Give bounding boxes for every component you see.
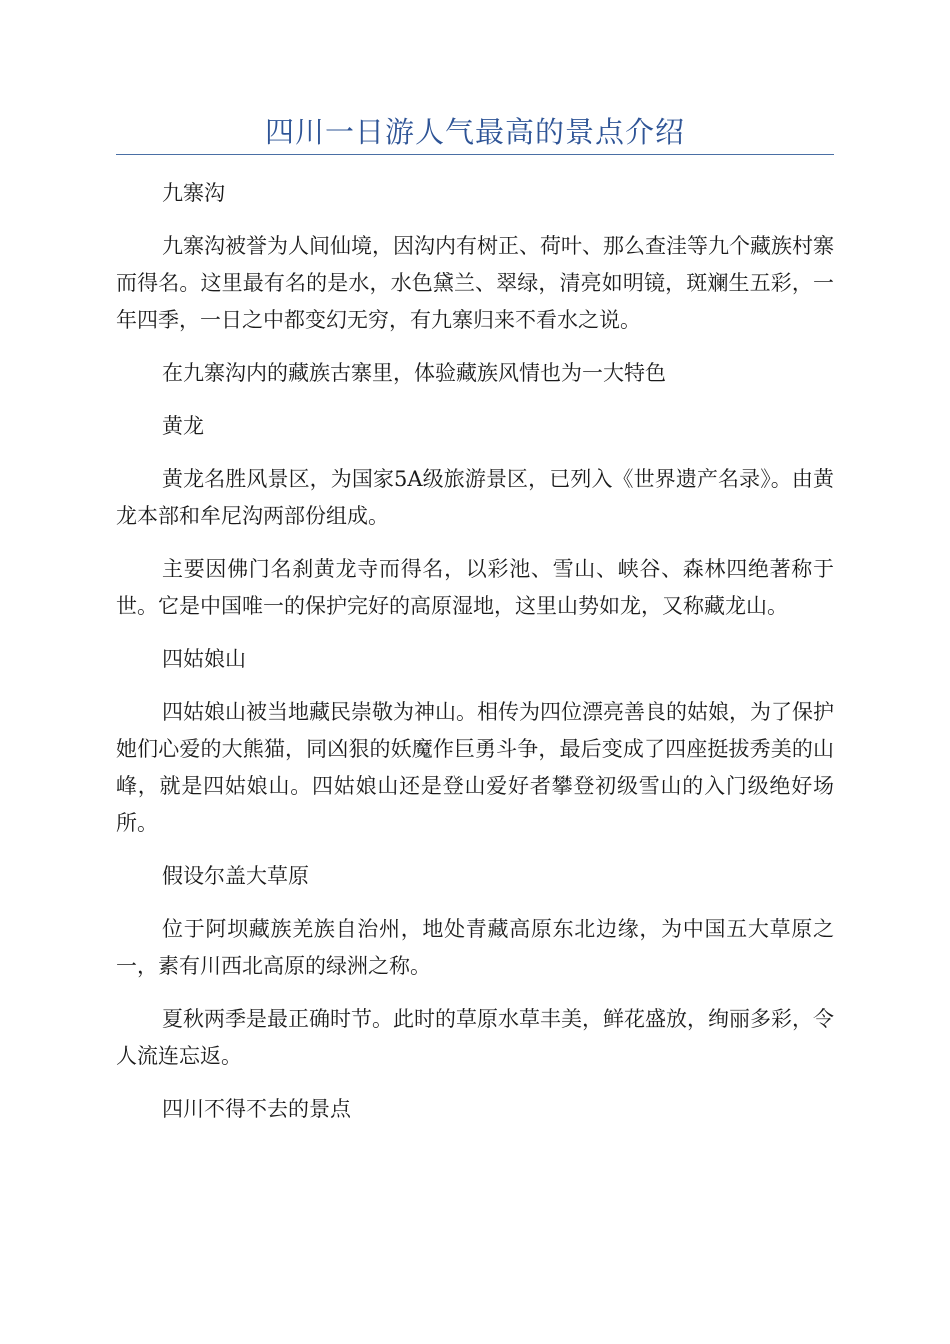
paragraph: 黄龙名胜风景区，为国家5A级旅游景区，已列入《世界遗产名录》。由黄龙本部和牟尼沟两部份组成。 (116, 467, 834, 528)
section-heading-siguniangshan: 四姑娘山 (162, 647, 246, 671)
paragraph: 四姑娘山被当地藏民崇敬为神山。相传为四位漂亮善良的姑娘，为了保护她们心爱的大熊猫，同凶狠的妖魔作巨勇斗争，最后变成了四座挺拔秀美的山峰，就是四姑娘山。四姑娘山还是登山爱好者攀登初级雪山的入门级绝好场所。 (116, 700, 834, 835)
paragraph: 主要因佛门名刹黄龙寺而得名，以彩池、雪山、峡谷、森林四绝著称于世。它是中国唯一的保护完好的高原湿地，这里山势如龙，又称藏龙山。 (116, 557, 834, 618)
paragraph: 夏秋两季是最正确时节。此时的草原水草丰美，鲜花盛放，绚丽多彩，令人流连忘返。 (116, 1007, 834, 1068)
section-heading-huanglong: 黄龙 (162, 414, 204, 438)
section-heading-must-visit: 四川不得不去的景点 (162, 1097, 351, 1121)
section-heading-ruoergai: 假设尔盖大草原 (162, 864, 309, 888)
paragraph: 在九寨沟内的藏族古寨里，体验藏族风情也为一大特色 (162, 361, 666, 385)
document-body (116, 175, 834, 1144)
document-title: 四川一日游人气最高的景点介绍 (264, 115, 685, 149)
title-underline (116, 154, 834, 155)
paragraph: 位于阿坝藏族羌族自治州，地处青藏高原东北边缘，为中国五大草原之一，素有川西北高原的绿洲之称。 (116, 917, 834, 978)
paragraph: 九寨沟被誉为人间仙境，因沟内有树正、荷叶、那么查洼等九个藏族村寨而得名。这里最有名的是水，水色黛兰、翠绿，清亮如明镜，斑斓生五彩，一年四季，一日之中都变幻无穷，有九寨归来不看水之说。 (116, 234, 834, 332)
section-heading-jiuzhaigou: 九寨沟 (162, 181, 225, 205)
